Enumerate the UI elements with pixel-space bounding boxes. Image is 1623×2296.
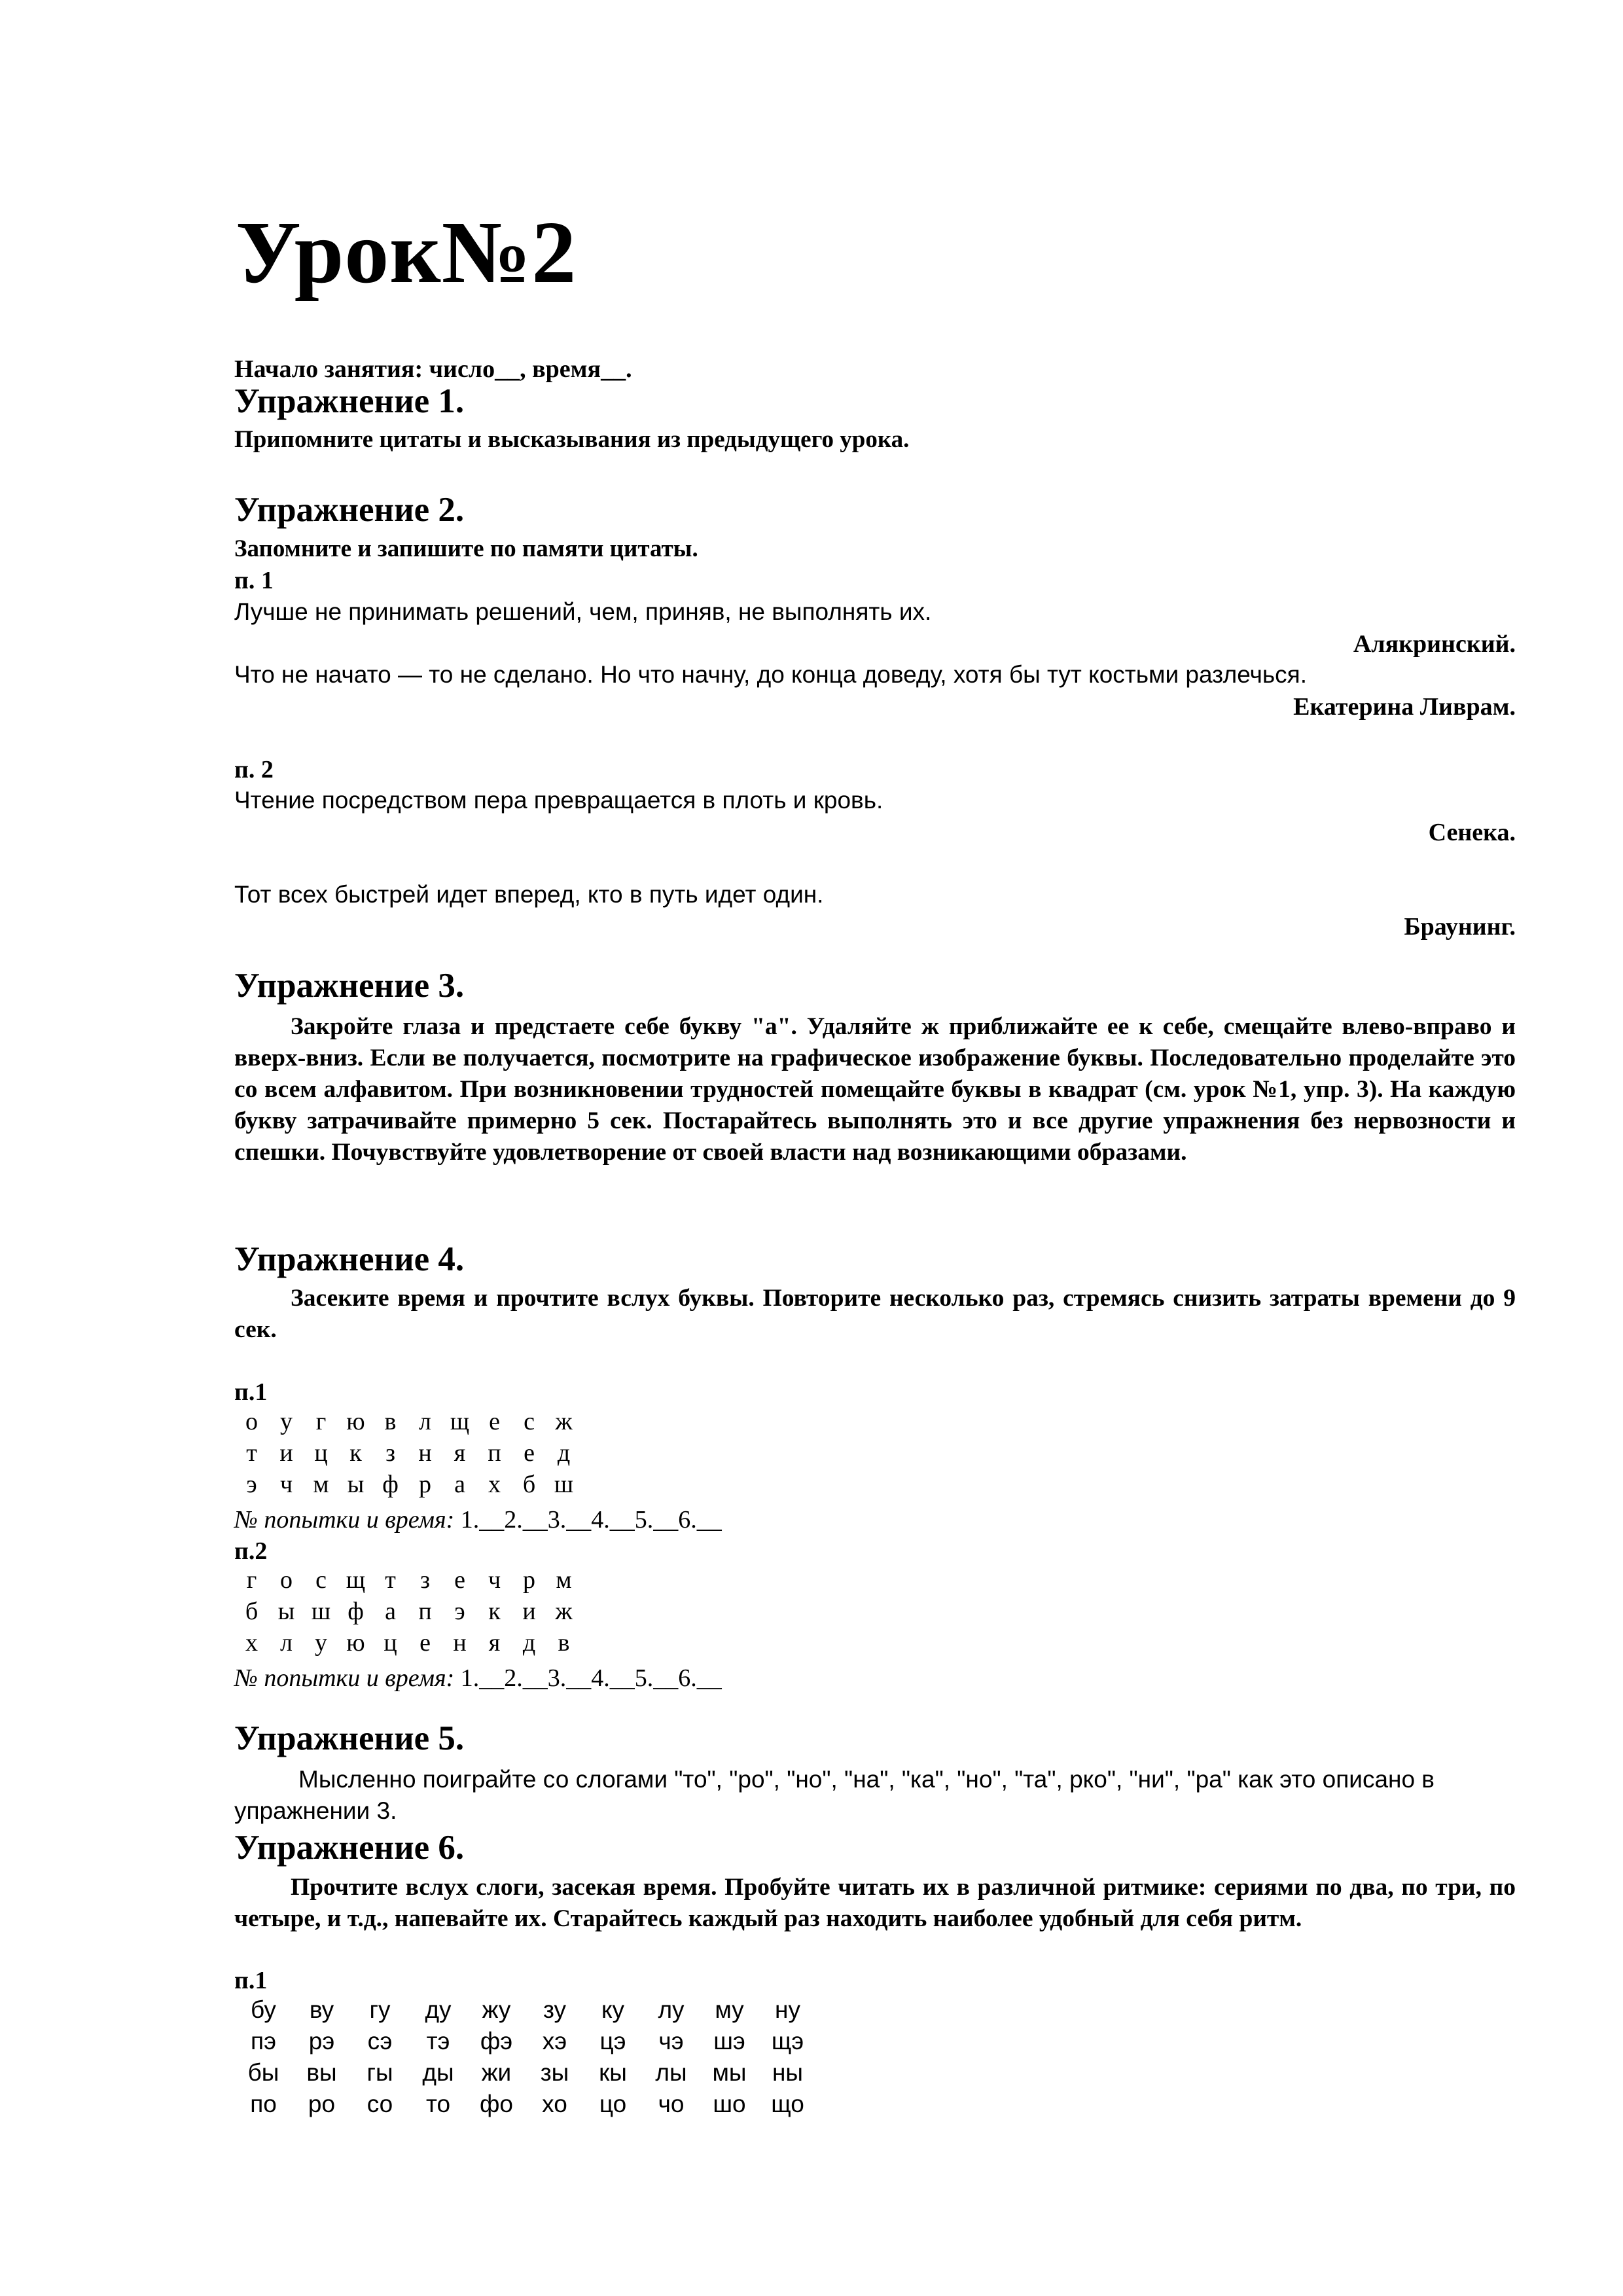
syllable: то bbox=[425, 2090, 451, 2117]
syllable: що bbox=[771, 2090, 804, 2117]
exercise-4-heading: Упражнение 4. bbox=[234, 1240, 465, 1278]
syllable: му bbox=[715, 1996, 744, 2023]
letter: ы bbox=[347, 1471, 365, 1498]
syllable: цо bbox=[599, 2090, 627, 2117]
letter: д bbox=[522, 1629, 536, 1657]
letter: ц bbox=[314, 1439, 328, 1467]
exercise-3-heading: Упражнение 3. bbox=[234, 967, 465, 1005]
exercise-6-heading: Упражнение 6. bbox=[234, 1829, 465, 1867]
syllable-row bbox=[234, 2089, 817, 2120]
exercise-4-p1-label: п.1 bbox=[234, 1378, 268, 1406]
letter: ц bbox=[383, 1629, 397, 1657]
syllable: бы bbox=[247, 2059, 279, 2086]
letter: е bbox=[489, 1408, 500, 1435]
letter: в bbox=[384, 1408, 397, 1435]
syllable: ну bbox=[775, 1996, 800, 2023]
exercise-2-instruction: Запомните и запишите по памяти цитаты. bbox=[234, 535, 698, 562]
letter: м bbox=[313, 1471, 329, 1498]
letter: з bbox=[419, 1566, 430, 1594]
attempts-value: 1.__2.__3.__4.__5.__6.__ bbox=[460, 1506, 722, 1534]
syllable: лы bbox=[655, 2059, 687, 2086]
syllable: жу bbox=[482, 1996, 511, 2023]
syllable: жи bbox=[481, 2059, 512, 2086]
syllable: мы bbox=[712, 2059, 747, 2086]
exercise-1-instruction: Припомните цитаты и высказывания из предыдущего урока. bbox=[234, 426, 910, 453]
letter: д bbox=[557, 1439, 571, 1467]
exercise-5-text: Мысленно поиграйте со слогами "то", "ро", "но", "на", "ка", "но", "та", рко", "ни", "ра" как это описано в упражнении 3. bbox=[234, 1766, 1435, 1824]
letter: ш bbox=[311, 1598, 331, 1625]
letter: ш bbox=[554, 1471, 574, 1498]
letter: я bbox=[488, 1629, 501, 1657]
syllable: лу bbox=[658, 1996, 685, 2023]
letter: г bbox=[315, 1408, 327, 1435]
syllable: чо bbox=[658, 2090, 685, 2117]
syllable: бу bbox=[251, 1996, 276, 2023]
letter-row bbox=[234, 1596, 581, 1627]
letter: р bbox=[523, 1566, 535, 1594]
letter: к bbox=[488, 1598, 501, 1625]
letter: ж bbox=[555, 1408, 573, 1435]
syllable: щэ bbox=[771, 2028, 804, 2054]
letter-row bbox=[234, 1627, 581, 1659]
letter-row bbox=[234, 1469, 581, 1500]
letter: щ bbox=[450, 1408, 470, 1435]
exercise-4-text: Засеките время и прочтите вслух буквы. Повторите несколько раз, стремясь снизить затраты времени до 9 сек. bbox=[234, 1285, 1516, 1343]
letter-grid-p2 bbox=[234, 1564, 581, 1659]
syllable: шэ bbox=[713, 2028, 745, 2054]
attempts-label: № попытки и время: bbox=[234, 1506, 455, 1534]
session-start: Начало занятия: число__, время__. bbox=[234, 355, 632, 383]
letter: с bbox=[315, 1566, 327, 1594]
letter: е bbox=[454, 1566, 465, 1594]
quote-author: Сенека. bbox=[1428, 819, 1516, 846]
letter: з bbox=[385, 1439, 395, 1467]
letter: р bbox=[419, 1471, 431, 1498]
letter: а bbox=[385, 1598, 396, 1625]
letter: б bbox=[522, 1471, 536, 1498]
quote: Чтение посредством пера превращается в плоть и кровь. bbox=[234, 787, 883, 814]
letter: ф bbox=[348, 1598, 364, 1625]
letter: т bbox=[385, 1566, 396, 1594]
exercise-2-p2-label: п. 2 bbox=[234, 756, 274, 783]
syllable: со bbox=[366, 2090, 393, 2117]
syllable-row bbox=[234, 2057, 817, 2089]
syllable: ду bbox=[425, 1996, 452, 2023]
syllable: ды bbox=[422, 2059, 454, 2086]
syllable: тэ bbox=[426, 2028, 450, 2054]
letter: с bbox=[524, 1408, 535, 1435]
letter: о bbox=[245, 1408, 258, 1435]
exercise-2-heading: Упражнение 2. bbox=[234, 491, 465, 529]
letter: п bbox=[418, 1598, 432, 1625]
syllable: фэ bbox=[480, 2028, 513, 2054]
letter: л bbox=[419, 1408, 431, 1435]
syllable: ку bbox=[601, 1996, 625, 2023]
letter: а bbox=[454, 1471, 465, 1498]
letter: б bbox=[245, 1598, 259, 1625]
letter: щ bbox=[346, 1566, 366, 1594]
syllable: ро bbox=[308, 2090, 336, 2117]
letter: и bbox=[279, 1439, 293, 1467]
letter: и bbox=[522, 1598, 536, 1625]
syllable: зы bbox=[540, 2059, 569, 2086]
letter-grid-p1 bbox=[234, 1406, 581, 1500]
quote-author: Браунинг. bbox=[1404, 913, 1516, 941]
letter: л bbox=[280, 1629, 293, 1657]
letter: т bbox=[246, 1439, 257, 1467]
letter: ч bbox=[488, 1566, 501, 1594]
syllable: хэ bbox=[542, 2028, 567, 2054]
document-page bbox=[234, 0, 1516, 2296]
syllable: хо bbox=[542, 2090, 567, 2117]
letter: я bbox=[454, 1439, 466, 1467]
letter: г bbox=[246, 1566, 257, 1594]
attempts-value: 1.__2.__3.__4.__5.__6.__ bbox=[460, 1664, 722, 1692]
exercise-3-text: Закройте глаза и предстаете себе букву "а". Удаляйте ж приближайте ее к себе, смещайте влево-вправо и вверх-вниз. Если ве получается, посмотрите на графическое изображение буквы. Последовательно проделайте это со всем алфавитом. При возникновении трудностей помещайте буквы в квадрат (см. урок №1, упр. 3). На каждую букву затрачивайте примерно 5 сек. Постарайтесь выполнять это и все другие упражнения без нервозности и спешки. Почувствуйте удовлетворение от своей власти над возникающими образами. bbox=[234, 1013, 1516, 1166]
letter: ж bbox=[555, 1598, 573, 1625]
letter: э bbox=[454, 1598, 465, 1625]
letter: н bbox=[453, 1629, 467, 1657]
letter: у bbox=[315, 1629, 327, 1657]
syllable: ны bbox=[772, 2059, 804, 2086]
letter: в bbox=[558, 1629, 570, 1657]
exercise-1-heading: Упражнение 1. bbox=[234, 382, 465, 420]
syllable: фо bbox=[479, 2090, 514, 2117]
syllable: гу bbox=[369, 1996, 391, 2023]
letter: ю bbox=[346, 1629, 365, 1657]
letter: е bbox=[524, 1439, 535, 1467]
letter: х bbox=[488, 1471, 501, 1498]
syllable: кы bbox=[599, 2059, 627, 2086]
syllable: пэ bbox=[251, 2028, 276, 2054]
syllable: рэ bbox=[308, 2028, 335, 2054]
letter: х bbox=[245, 1629, 258, 1657]
quote-author: Алякринский. bbox=[1353, 630, 1516, 658]
letter: к bbox=[349, 1439, 362, 1467]
exercise-4-p2-label: п.2 bbox=[234, 1537, 268, 1565]
attempts-label: № попытки и время: bbox=[234, 1664, 455, 1692]
syllable: чэ bbox=[658, 2028, 684, 2054]
exercise-6-text: Прочтите вслух слоги, засекая время. Пробуйте читать их в различной ритмике: сериями по два, по три, по четыре, и т.д., напевайте их. Старайтесь каждый раз находить наиболее удобный для себя ритм. bbox=[234, 1874, 1516, 1932]
exercise-5-heading: Упражнение 5. bbox=[234, 1719, 465, 1757]
letter: ы bbox=[277, 1598, 295, 1625]
exercise-2-p1-label: п. 1 bbox=[234, 567, 274, 594]
letter: м bbox=[556, 1566, 572, 1594]
syllable: шо bbox=[713, 2090, 746, 2117]
quote: Что не начато — то не сделано. Но что начну, до конца доведу, хотя бы тут костьми разлечься. bbox=[234, 661, 1307, 688]
syllable: сэ bbox=[367, 2028, 393, 2054]
quote: Тот всех быстрей идет вперед, кто в путь идет один. bbox=[234, 881, 824, 908]
letter: э bbox=[246, 1471, 257, 1498]
syllable-grid bbox=[234, 1994, 817, 2120]
syllable: гы bbox=[366, 2059, 393, 2086]
letter: ф bbox=[382, 1471, 399, 1498]
syllable: цэ bbox=[599, 2028, 626, 2054]
quote: Лучше не принимать решений, чем, приняв, не выполнять их. bbox=[234, 598, 932, 625]
syllable-row bbox=[234, 1994, 817, 2026]
attempts-line bbox=[234, 1664, 722, 1693]
syllable-row bbox=[234, 2026, 817, 2057]
quote-author: Екатерина Ливрам. bbox=[1293, 693, 1516, 721]
letter: о bbox=[280, 1566, 293, 1594]
letter: н bbox=[418, 1439, 432, 1467]
letter: у bbox=[280, 1408, 293, 1435]
letter-row bbox=[234, 1406, 581, 1437]
exercise-6-p1-label: п.1 bbox=[234, 1967, 268, 1994]
letter-row bbox=[234, 1564, 581, 1596]
attempts-line bbox=[234, 1505, 722, 1534]
letter: ч bbox=[279, 1471, 293, 1498]
letter: е bbox=[419, 1629, 431, 1657]
letter-row bbox=[234, 1437, 581, 1469]
lesson-title: Урок№2 bbox=[236, 204, 577, 302]
syllable: вы bbox=[306, 2059, 337, 2086]
letter: ю bbox=[346, 1408, 365, 1435]
syllable: ву bbox=[309, 1996, 334, 2023]
syllable: по bbox=[250, 2090, 277, 2117]
syllable: зу bbox=[543, 1996, 567, 2023]
letter: п bbox=[488, 1439, 501, 1467]
